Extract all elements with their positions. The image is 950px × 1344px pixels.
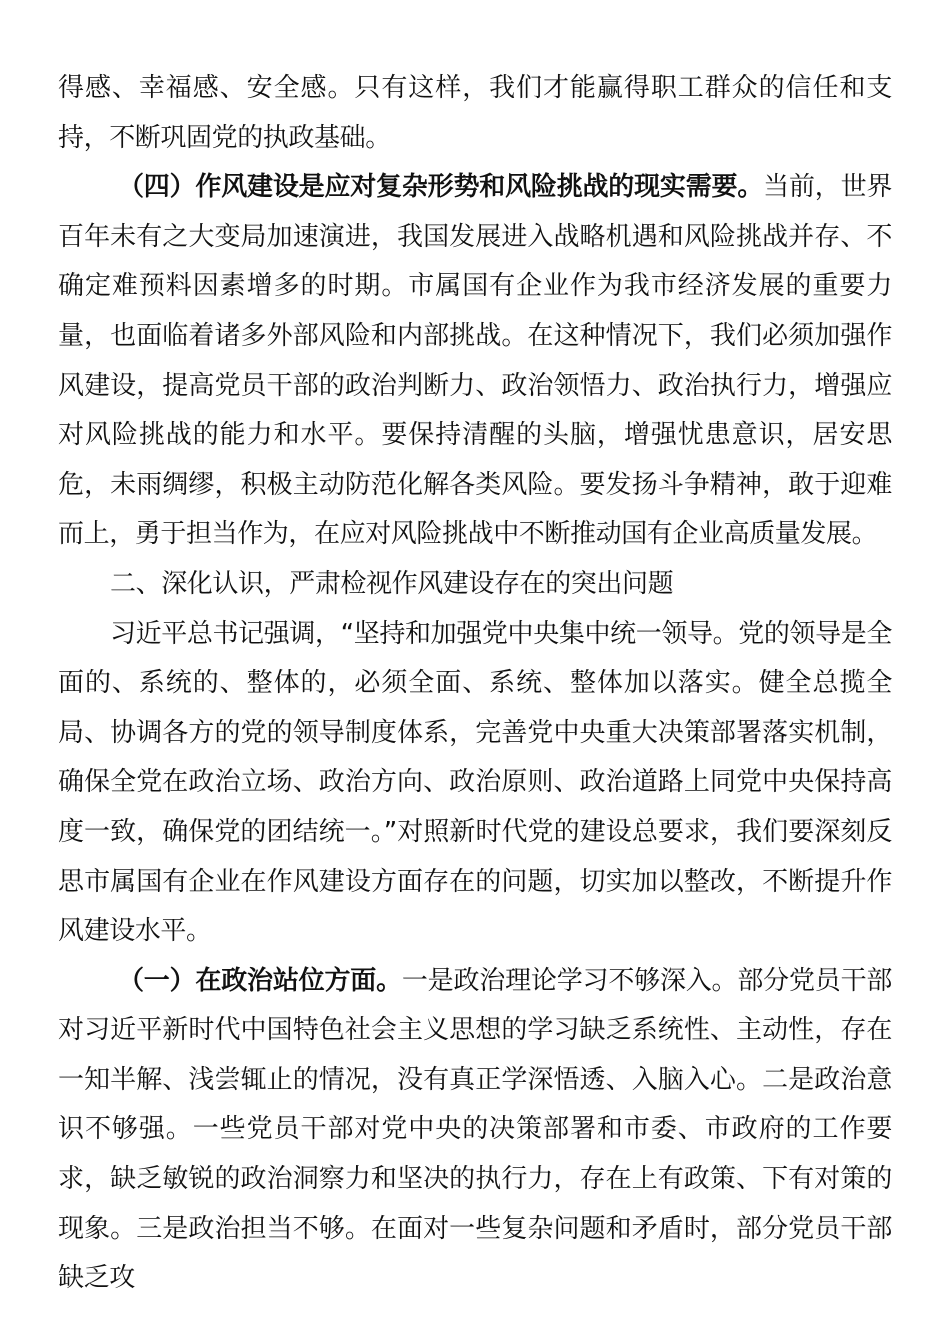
document-body (58, 64, 892, 1304)
paragraph-section-four (58, 163, 892, 560)
paragraph-section-one (58, 957, 892, 1304)
paragraph-text: 得感、幸福感、安全感。只有这样，我们才能赢得职工群众的信任和支持，不断巩固党的执政基础。 (58, 73, 892, 153)
paragraph-text: 一是政治理论学习不够深入。部分党员干部对习近平新时代中国特色社会主义思想的学习缺乏系统性、主动性，存在一知半解、浅尝辄止的情况，没有真正学深悟透、入脑入心。二是政治意识不够强。一些党员干部对党中央的决策部署和市委、市政府的工作要求，缺乏敏锐的政治洞察力和坚决的执行力，存在上有政策、下有对策的现象。三是政治担当不够。在面对一些复杂问题和矛盾时，部分党员干部缺乏攻 (58, 965, 892, 1294)
paragraph-continuation (58, 64, 892, 163)
paragraph-text: 当前，世界百年未有之大变局加速演进，我国发展进入战略机遇和风险挑战并存、不确定难预料因素增多的时期。市属国有企业作为我市经济发展的重要力量，也面临着诸多外部风险和内部挑战。在这种情况下，我们必须加强作风建设，提高党员干部的政治判断力、政治领悟力、政治执行力，增强应对风险挑战的能力和水平。要保持清醒的头脑，增强忧患意识，居安思危，未雨绸缪，积极主动防范化解各类风险。要发扬斗争精神，敢于迎难而上，勇于担当作为，在应对风险挑战中不断推动国有企业高质量发展。 (58, 172, 892, 550)
section-heading-four: （四）作风建设是应对复杂形势和风险挑战的现实需要。 (118, 172, 764, 203)
heading-text: 二、深化认识，严肃检视作风建设存在的突出问题 (110, 568, 674, 599)
section-heading-one: （一）在政治站位方面。 (118, 965, 402, 996)
chapter-heading-two (58, 560, 892, 610)
paragraph-quote (58, 610, 892, 957)
paragraph-text: 习近平总书记强调，“坚持和加强党中央集中统一领导。党的领导是全面的、系统的、整体的，必须全面、系统、整体加以落实。健全总揽全局、协调各方的党的领导制度体系，完善党中央重大决策部署落实机制，确保全党在政治立场、政治方向、政治原则、政治道路上同党中央保持高度一致，确保党的团结统一。”对照新时代党的建设总要求，我们要深刻反思市属国有企业在作风建设方面存在的问题，切实加以整改，不断提升作风建设水平。 (58, 618, 892, 947)
